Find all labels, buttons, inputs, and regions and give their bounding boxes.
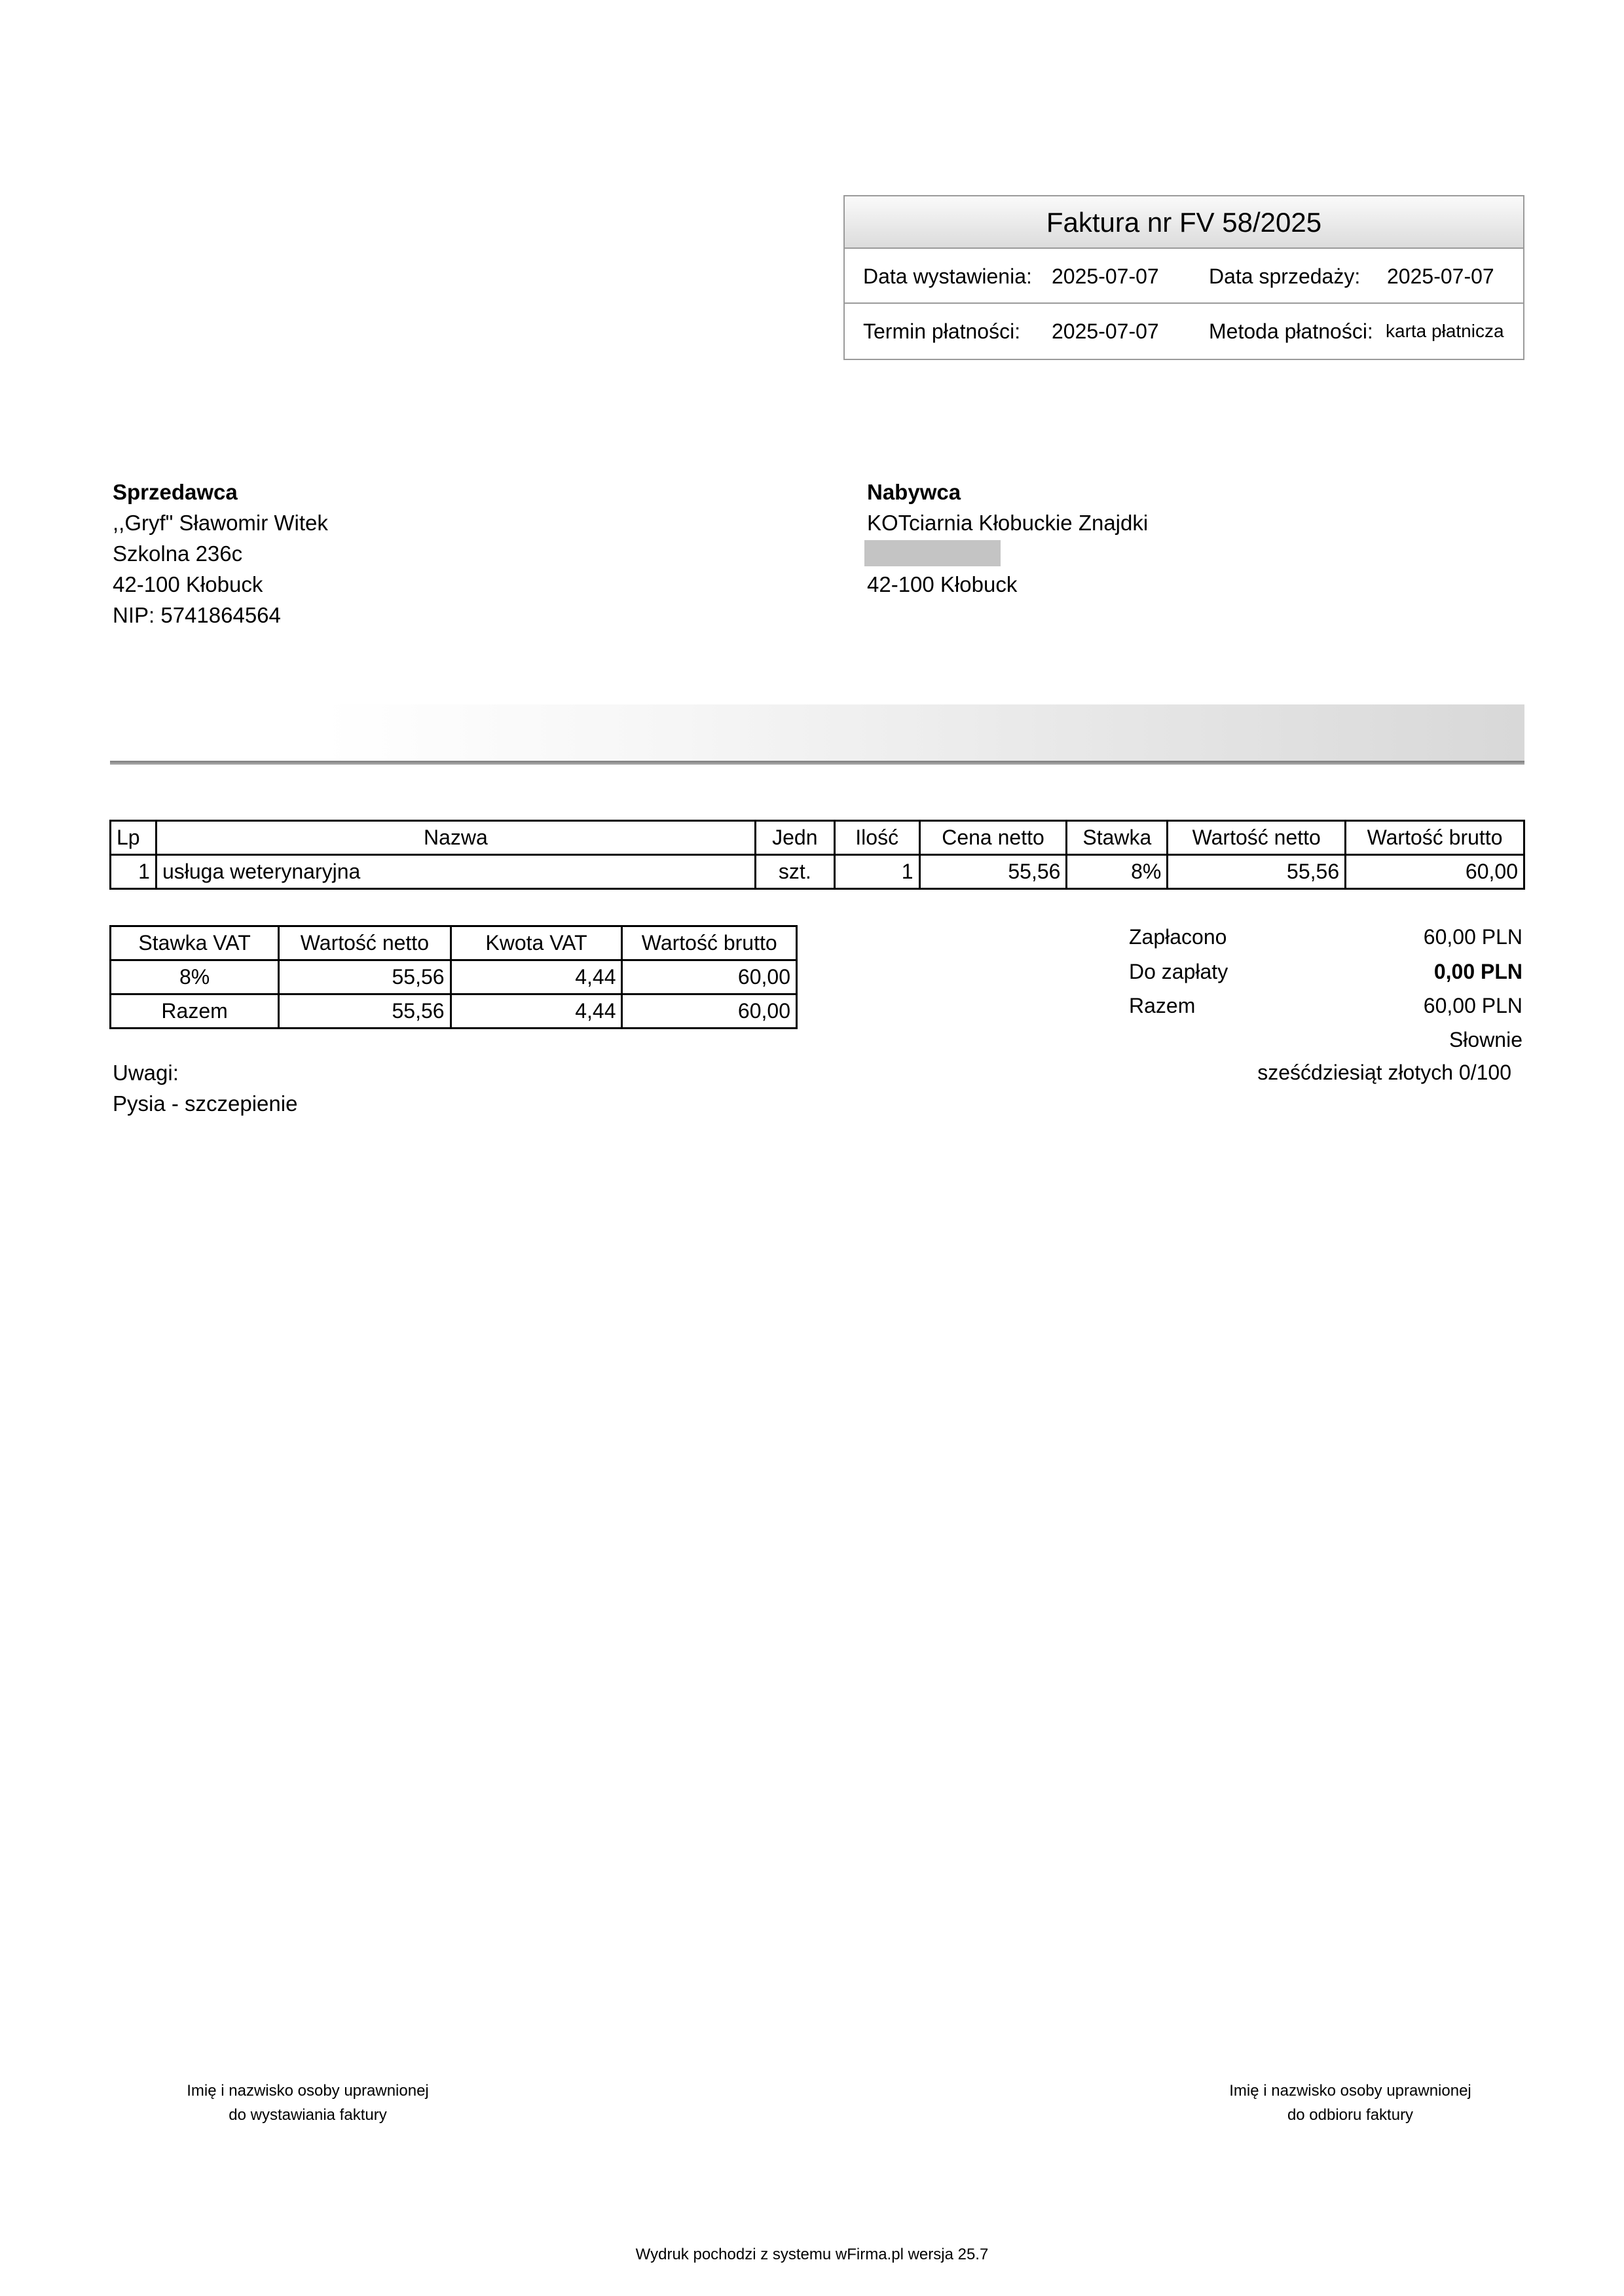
col-name: Nazwa: [156, 821, 755, 855]
vat-col-rate: Stawka VAT: [111, 926, 279, 960]
vat-cell-amount: 4,44: [451, 960, 622, 994]
seller-street: Szkolna 236c: [113, 541, 243, 566]
vat-header-row: [111, 926, 797, 960]
col-net-price: Cena netto: [919, 821, 1067, 855]
sale-date-label: Data sprzedaży:: [1209, 264, 1361, 288]
section-band: [110, 704, 1524, 763]
invoice-dates-row: [845, 249, 1523, 304]
section-divider: [110, 761, 1524, 765]
vat-cell-net: 55,56: [279, 960, 451, 994]
col-qty: Ilość: [834, 821, 919, 855]
vat-col-net: Wartość netto: [279, 926, 451, 960]
vat-cell-rate: Razem: [111, 994, 279, 1029]
col-gross-value: Wartość brutto: [1346, 821, 1524, 855]
col-net-value: Wartość netto: [1168, 821, 1346, 855]
footer-note: Wydruk pochodzi z systemu wFirma.pl wersja 25.7: [635, 2246, 989, 2263]
issue-date-value: 2025-07-07: [1052, 264, 1159, 288]
col-rate: Stawka: [1067, 821, 1168, 855]
cell-unit: szt.: [755, 855, 834, 889]
words-value: sześćdziesiąt złotych 0/100: [1257, 1061, 1511, 1084]
seller-nip: NIP: 5741864564: [113, 603, 281, 627]
total-value: 60,00 PLN: [1423, 994, 1522, 1017]
vat-col-amount: Kwota VAT: [451, 926, 622, 960]
vat-col-gross: Wartość brutto: [622, 926, 797, 960]
vat-cell-amount: 4,44: [451, 994, 622, 1029]
buyer-block: [867, 477, 1148, 600]
vat-cell-gross: 60,00: [622, 994, 797, 1029]
items-header-row: [111, 821, 1524, 855]
receiver-signature-line2: do odbioru faktury: [1287, 2106, 1414, 2124]
notes-label: Uwagi:: [113, 1061, 179, 1085]
cell-rate: 8%: [1067, 855, 1168, 889]
issue-date-label: Data wystawienia:: [863, 264, 1032, 288]
vat-cell-gross: 60,00: [622, 960, 797, 994]
cell-name: usługa weterynaryjna: [156, 855, 755, 889]
cell-lp: 1: [111, 855, 157, 889]
due-date-value: 2025-07-07: [1052, 319, 1159, 343]
invoice-title: Faktura nr FV 58/2025: [845, 196, 1523, 249]
seller-city: 42-100 Kłobuck: [113, 572, 263, 596]
issuer-signature: [111, 2079, 504, 2127]
table-row: [111, 960, 797, 994]
total-label: Razem: [1129, 994, 1196, 1017]
issuer-signature-line1: Imię i nazwisko osoby uprawnionej: [187, 2082, 429, 2100]
cell-gross-value: 60,00: [1346, 855, 1524, 889]
payment-method-label: Metoda płatności:: [1209, 319, 1373, 343]
cell-net-price: 55,56: [919, 855, 1067, 889]
seller-name: ,,Gryf" Sławomir Witek: [113, 511, 328, 535]
due-label: Do zapłaty: [1129, 960, 1228, 983]
vat-cell-net: 55,56: [279, 994, 451, 1029]
seller-heading: Sprzedawca: [113, 480, 238, 504]
table-row: [111, 994, 797, 1029]
vat-cell-rate: 8%: [111, 960, 279, 994]
cell-qty: 1: [834, 855, 919, 889]
receiver-signature-line1: Imię i nazwisko osoby uprawnionej: [1229, 2082, 1471, 2100]
buyer-name: KOTciarnia Kłobuckie Znajdki: [867, 511, 1149, 535]
cell-net-value: 55,56: [1168, 855, 1346, 889]
table-row: [111, 855, 1524, 889]
notes-text: Pysia - szczepienie: [113, 1091, 298, 1116]
col-unit: Jedn: [755, 821, 834, 855]
seller-block: [113, 477, 328, 630]
buyer-city: 42-100 Kłobuck: [867, 572, 1018, 596]
col-lp: Lp: [111, 821, 157, 855]
paid-value: 60,00 PLN: [1423, 925, 1522, 949]
due-value: 0,00 PLN: [1433, 960, 1522, 983]
redacted-address: [864, 540, 1001, 566]
issuer-signature-line2: do wystawiania faktury: [229, 2106, 387, 2124]
paid-label: Zapłacono: [1129, 925, 1227, 949]
receiver-signature: [1154, 2079, 1547, 2127]
notes-block: [113, 1057, 297, 1119]
items-table: [109, 820, 1525, 890]
payment-method-value: karta płatnicza: [1386, 321, 1504, 341]
buyer-heading: Nabywca: [867, 480, 961, 504]
invoice-header-box: [843, 195, 1524, 360]
words-label: Słownie: [1449, 1028, 1522, 1051]
sale-date-value: 2025-07-07: [1387, 264, 1494, 288]
due-date-label: Termin płatności:: [863, 319, 1021, 343]
invoice-payment-row: [845, 304, 1523, 359]
vat-table: [109, 925, 798, 1029]
